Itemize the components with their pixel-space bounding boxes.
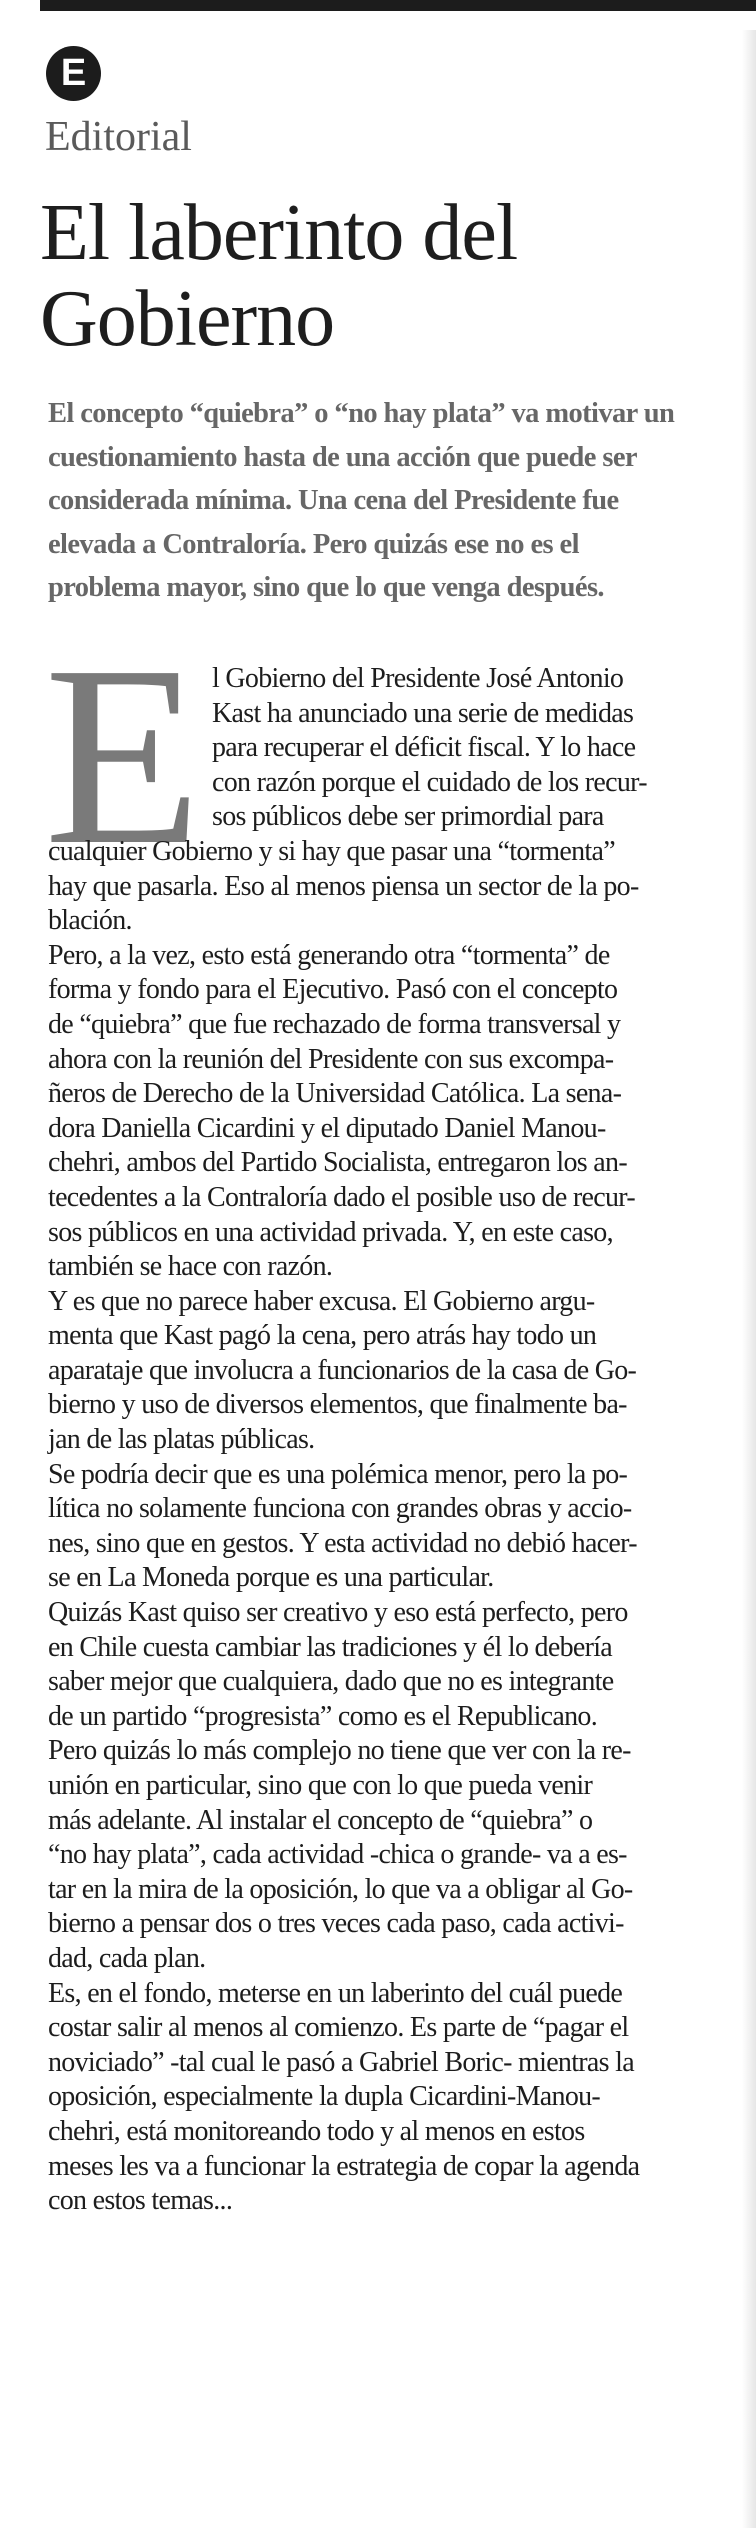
body-line: Quizás Kast quiso ser creativo y eso está perfecto, pero bbox=[48, 1597, 628, 1629]
body-line: dora Daniella Cicardini y el diputado Daniel Manou- bbox=[48, 1112, 606, 1144]
headline-line: Gobierno bbox=[40, 275, 335, 363]
body-line: menta que Kast pagó la cena, pero atrás hay todo un bbox=[48, 1320, 597, 1352]
drop-cap: E bbox=[44, 612, 202, 898]
body-line: hay que pasarla. Eso al menos piensa un sector de la po- bbox=[48, 870, 639, 902]
headline bbox=[40, 190, 730, 362]
body-line: lítica no solamente funciona con grandes obras y accio- bbox=[48, 1493, 632, 1525]
page-edge-shadow bbox=[742, 30, 756, 2528]
body-line: “no hay plata”, cada actividad -chica o grande- va a es- bbox=[48, 1839, 627, 1871]
body-line: costar salir al menos al comienzo. Es parte de “pagar el bbox=[48, 2012, 629, 2044]
body-line: en Chile cuesta cambiar las tradiciones y él lo debería bbox=[48, 1631, 613, 1663]
lede-line: El concepto “quiebra” o “no hay plata” va motivar un bbox=[48, 398, 675, 429]
body-line: dad, cada plan. bbox=[48, 1942, 206, 1974]
body-line: Pero quizás lo más complejo no tiene que ver con la re- bbox=[48, 1735, 631, 1767]
body-line: unión en particular, sino que con lo que pueda venir bbox=[48, 1770, 593, 1801]
body-line: tar en la mira de la oposición, lo que va a obligar al Go- bbox=[48, 1873, 633, 1905]
body-line: cualquier Gobierno y si hay que pasar una “tormenta” bbox=[48, 835, 615, 867]
body-line: Es, en el fondo, meterse en un laberinto del cuál puede bbox=[48, 1977, 623, 2009]
section-label: Editorial bbox=[45, 114, 192, 160]
body-line: Kast ha anunciado una serie de medidas bbox=[212, 697, 634, 729]
body-line: l Gobierno del Presidente José Antonio bbox=[212, 663, 624, 694]
section-badge: E bbox=[46, 46, 101, 101]
body-line: sos públicos debe ser primordial para bbox=[212, 801, 604, 833]
body-line: Pero, a la vez, esto está generando otra “tormenta” de bbox=[48, 939, 610, 971]
body-line: aparataje que involucra a funcionarios de la casa de Go- bbox=[48, 1354, 637, 1386]
body-line: jan de las platas públicas. bbox=[48, 1424, 315, 1456]
body-line: Y es que no parece haber excusa. El Gobierno argu- bbox=[48, 1285, 595, 1317]
body-line: tecedentes a la Contraloría dado el posible uso de recur- bbox=[48, 1181, 635, 1213]
body-line: chehri, está monitoreando todo y al menos en estos bbox=[48, 2115, 585, 2147]
body-line: con estos temas... bbox=[48, 2185, 233, 2217]
body-line: se en La Moneda porque es una particular. bbox=[48, 1562, 494, 1594]
article-body bbox=[48, 662, 738, 2219]
body-line: meses les va a funcionar la estrategia de copar la agenda bbox=[48, 2150, 640, 2182]
body-line: para recuperar el déficit fiscal. Y lo hace bbox=[212, 732, 636, 764]
lede-line: elevada a Contraloría. Pero quizás ese no es el bbox=[48, 528, 579, 560]
body-line: saber mejor que cualquiera, dado que no es integrante bbox=[48, 1666, 614, 1698]
body-line: con razón porque el cuidado de los recur- bbox=[212, 766, 647, 798]
body-line: forma y fondo para el Ejecutivo. Pasó con el concepto bbox=[48, 974, 618, 1006]
lede-line: problema mayor, sino que lo que venga después. bbox=[48, 572, 604, 603]
body-line: chehri, ambos del Partido Socialista, entregaron los an- bbox=[48, 1147, 627, 1179]
lede bbox=[48, 392, 738, 610]
body-line: noviciado” -tal cual le pasó a Gabriel Boric- mientras la bbox=[48, 2046, 634, 2078]
lede-line: considerada mínima. Una cena del Presidente fue bbox=[48, 485, 619, 516]
body-line: Se podría decir que es una polémica menor, pero la po- bbox=[48, 1458, 628, 1490]
body-line: de un partido “progresista” como es el Republicano. bbox=[48, 1700, 598, 1732]
body-line: bierno a pensar dos o tres veces cada paso, cada activi- bbox=[48, 1908, 624, 1940]
body-line: nes, sino que en gestos. Y esta actividad no debió hacer- bbox=[48, 1527, 637, 1559]
body-line: sos públicos en una actividad privada. Y, en este caso, bbox=[48, 1216, 613, 1248]
body-line: bierno y uso de diversos elementos, que finalmente ba- bbox=[48, 1389, 627, 1421]
top-rule bbox=[40, 0, 756, 11]
body-line: ahora con la reunión del Presidente con sus excompa- bbox=[48, 1043, 614, 1075]
lede-line: cuestionamiento hasta de una acción que puede ser bbox=[48, 441, 637, 473]
body-line: oposición, especialmente la dupla Cicardini-Manou- bbox=[48, 2081, 601, 2113]
body-line: también se hace con razón. bbox=[48, 1251, 333, 1283]
body-line: ñeros de Derecho de la Universidad Católica. La sena- bbox=[48, 1078, 622, 1110]
body-line: de “quiebra” que fue rechazado de forma transversal y bbox=[48, 1008, 621, 1040]
headline-line: El laberinto del bbox=[40, 189, 518, 277]
body-line: blación. bbox=[48, 905, 132, 937]
body-line: más adelante. Al instalar el concepto de “quiebra” o bbox=[48, 1804, 593, 1836]
